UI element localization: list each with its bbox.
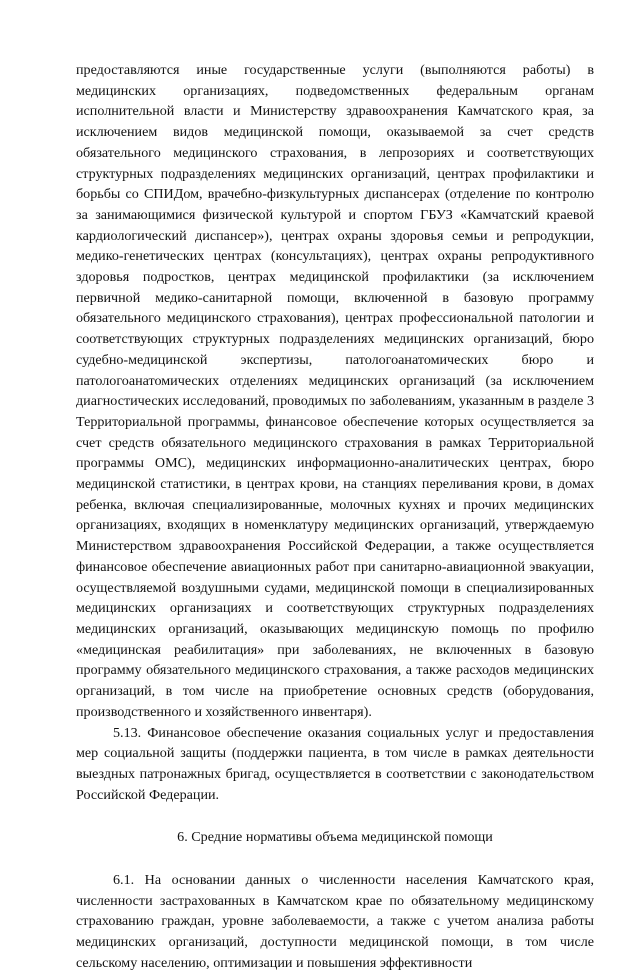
paragraph-6-1: 6.1. На основании данных о численности населения Камчатского края, численности застрахованных в Камчатском крае по обязательному медицинскому страхованию граждан, уровне заболеваемости, а также с учетом анализа работы медицинских организаций, доступности медицинской помощи, в том числе сельскому населению, оптимизации и повышения эффективности [76, 872, 594, 971]
section-6-heading: 6. Средние нормативы объема медицинской помощи [177, 829, 493, 846]
paragraph-5-13: 5.13. Финансовое обеспечение оказания социальных услуг и предоставления мер социальной защиты (поддержки пациента, в том числе в рамках деятельности выездных патронажных бригад, осуществляется в соответствии с законодательством Российской Федерации. [76, 724, 594, 803]
document-page [76, 60, 594, 974]
paragraph-continued: предоставляются иные государственные услуги (выполняются работы) в медицинских организациях, подведомственных федеральным органам исполнительной власти и Министерству здравоохранения Камчатского края, за исключением видов медицинской помощи, оказываемой за счет средств обязательного медицинского страхования, в лепрозориях и соответствующих структурных подразделениях медицинских организаций, центрах профилактики и борьбы со СПИДом, врачебно-физкультурных диспансерах (отделение по контролю за занимающимися физической культурой и спортом ГБУЗ «Камчатский краевой кардиологический диспансер»), центрах охраны здоровья семьи и репродукции, медико-генетических центрах (консультациях), центрах охраны репродуктивного здоровья подростков, центрах медицинской профилактики (за исключением первичной медико-санитарной помощи, включенной в базовую программу обязательного медицинского страхования), центрах профессиональной патологии и соответствующих структурных подразделениях медицинских организаций, бюро судебно-медицинской экспертизы, патологоанатомических бюро и патологоанатомических отделениях медицинских организаций (за исключением диагностических исследований, проводимых по заболеваниям, указанным в разделе 3 Территориальной программы, финансовое обеспечение которых осуществляется за счет средств обязательного медицинского страхования в рамках Территориальной программы ОМС), медицинских информационно-аналитических центрах, бюро медицинской статистики, в центрах крови, на станциях переливания крови, в домах ребенка, включая специализированные, молочных кухнях и прочих медицинских организациях, входящих в номенклатуру медицинских организаций, утверждаемую Министерством здравоохранения Российской Федерации, а также осуществляется финансовое обеспечение авиационных работ при санитарно-авиационной эвакуации, осуществляемой воздушными судами, медицинской помощи в специализированных медицинских организациях и соответствующих структурных подразделениях медицинских организаций, оказывающих медицинскую помощь по профилю «медицинская реабилитация» при заболеваниях, не включенных в базовую программу обязательного медицинского страхования, а также расходов медицинских организаций, в том числе на приобретение основных средств (оборудования, производственного и хозяйственного инвентаря). [76, 62, 594, 720]
